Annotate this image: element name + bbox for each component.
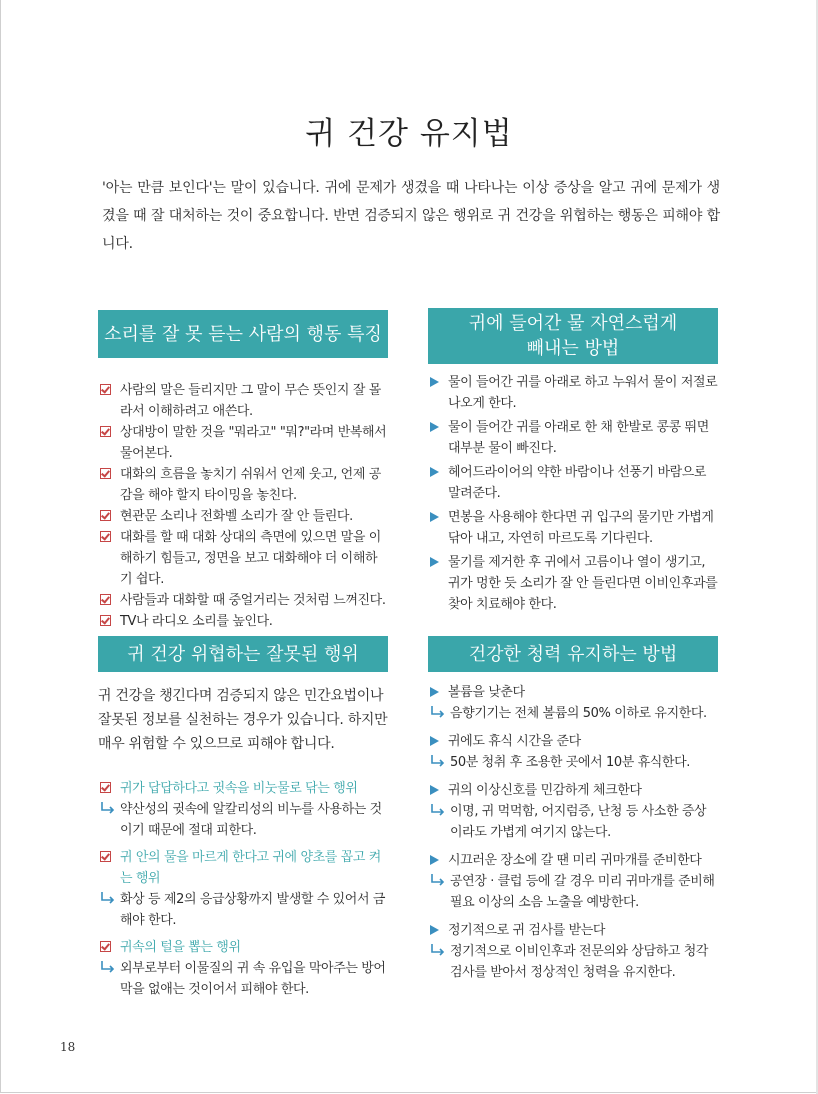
bullet-item: 면봉을 사용해야 한다면 귀 입구의 물기만 가볍게 닦아 내고, 자연히 마르도록 기다린다.	[428, 507, 718, 549]
tip-detail: 공연장 · 클럽 등에 갈 경우 미리 귀마개를 준비해 필요 이상의 소음 노출을 예방한다.	[428, 871, 718, 913]
checkbox-icon	[100, 426, 111, 437]
return-arrow-icon	[100, 801, 116, 815]
tip-item	[428, 731, 718, 773]
intro-paragraph	[102, 174, 720, 258]
harmful-item-reason: 약산성의 귓속에 알칼리성의 비누를 사용하는 것이기 때문에 절대 피한다.	[98, 799, 388, 841]
page-number: 18	[60, 1040, 76, 1054]
triangle-bullet-icon	[430, 557, 439, 567]
section-paragraph: 귀 건강을 챙긴다며 검증되지 않은 민간요법이나 잘못된 정보를 실천하는 경우가 있습니다. 하지만 매우 위험할 수 있으므로 피해야 합니다.	[98, 688, 388, 752]
triangle-bullet-icon	[430, 687, 439, 697]
return-arrow-icon	[430, 705, 446, 719]
triangle-bullet-icon	[430, 512, 439, 522]
check-list	[98, 380, 388, 632]
section-hearing-loss-signs	[98, 310, 388, 632]
check-item: 대화를 할 때 대화 상대의 측면에 있으면 말을 이해하기 힘들고, 정면을 보고 대화해야 더 이해하기 쉽다.	[98, 527, 388, 590]
triangle-bullet-icon	[430, 925, 439, 935]
return-arrow-icon	[100, 891, 116, 905]
bullet-list	[428, 372, 718, 615]
triangle-bullet-icon	[430, 422, 439, 432]
section-heading-text	[469, 311, 677, 361]
tip-item	[428, 850, 718, 913]
page-title: 귀 건강 유지법	[305, 116, 513, 152]
section-heading-text: 건강한 청력 유지하는 방법	[468, 643, 678, 665]
checkbox-icon	[100, 510, 111, 521]
checkbox-icon	[100, 468, 111, 479]
bullet-item: 물기를 제거한 후 귀에서 고름이나 열이 생기고, 귀가 멍한 듯 소리가 잘 안 들린다면 이비인후과를 찾아 치료해야 한다.	[428, 552, 718, 615]
tip-title: 시끄러운 장소에 갈 땐 미리 귀마개를 준비한다	[428, 850, 718, 871]
section-healthy-hearing	[428, 636, 718, 990]
tip-title: 귀에도 휴식 시간을 준다	[428, 731, 718, 752]
return-arrow-icon	[430, 803, 446, 817]
checkbox-icon	[100, 941, 111, 952]
checkbox-icon	[100, 851, 111, 862]
check-item: 사람들과 대화할 때 중얼거리는 것처럼 느껴진다.	[98, 590, 388, 611]
return-arrow-icon	[100, 960, 116, 974]
tip-detail: 음향기기는 전체 볼륨의 50% 이하로 유지한다.	[428, 703, 718, 724]
triangle-bullet-icon	[430, 377, 439, 387]
harmful-item	[98, 937, 388, 1000]
harmful-item-title: 귀가 답답하다고 귓속을 비눗물로 닦는 행위	[98, 778, 388, 799]
triangle-bullet-icon	[430, 785, 439, 795]
harmful-item	[98, 847, 388, 931]
harmful-list	[98, 778, 388, 1000]
harmful-item-reason: 화상 등 제2의 응급상황까지 발생할 수 있어서 금해야 한다.	[98, 889, 388, 931]
tips-list	[428, 682, 718, 983]
harmful-item-reason: 외부로부터 이물질의 귀 속 유입을 막아주는 방어막을 없애는 것이어서 피해야 한다.	[98, 958, 388, 1000]
bullet-item: 물이 들어간 귀를 아래로 한 채 한발로 콩콩 뛰면 대부분 물이 빠진다.	[428, 417, 718, 459]
checkbox-icon	[100, 615, 111, 626]
bullet-item: 물이 들어간 귀를 아래로 하고 누워서 물이 저절로 나오게 한다.	[428, 372, 718, 414]
heading-line-1: 귀에 들어간 물 자연스럽게	[468, 313, 678, 334]
section-remove-water	[428, 308, 718, 618]
section-harmful-habits	[98, 636, 388, 1006]
intro-text: '아는 만큼 보인다'는 말이 있습니다. 귀에 문제가 생겼을 때 나타나는 이상 증상을 알고 귀에 문제가 생겼을 때 잘 대처하는 것이 중요합니다. 반면 검증되지 않은 행위로 귀 건강을 위협하는 행동은 피해야 합니다.	[102, 180, 720, 252]
section-heading	[428, 636, 718, 672]
tip-title: 볼륨을 낮춘다	[428, 682, 718, 703]
check-item: 현관문 소리나 전화벨 소리가 잘 안 들린다.	[98, 506, 388, 527]
triangle-bullet-icon	[430, 467, 439, 477]
tip-item	[428, 780, 718, 843]
section-heading	[98, 310, 388, 358]
tip-detail: 정기적으로 이비인후과 전문의와 상담하고 청각검사를 받아서 정상적인 청력을 유지한다.	[428, 941, 718, 983]
check-item: 사람의 말은 들리지만 그 말이 무슨 뜻인지 잘 몰라서 이해하려고 애쓴다.	[98, 380, 388, 422]
tip-title: 귀의 이상신호를 민감하게 체크한다	[428, 780, 718, 801]
triangle-bullet-icon	[430, 736, 439, 746]
bullet-item: 헤어드라이어의 약한 바람이나 선풍기 바람으로 말려준다.	[428, 462, 718, 504]
checkbox-icon	[100, 531, 111, 542]
harmful-item-title: 귀 안의 물을 마르게 한다고 귀에 양초를 꼽고 켜는 행위	[98, 847, 388, 889]
checkbox-icon	[100, 594, 111, 605]
return-arrow-icon	[430, 943, 446, 957]
check-item: 상대방이 말한 것을 "뭐라고" "뭐?"라며 반복해서 물어본다.	[98, 422, 388, 464]
harmful-item	[98, 778, 388, 841]
checkbox-icon	[100, 782, 111, 793]
tip-detail: 이명, 귀 먹먹함, 어지럼증, 난청 등 사소한 증상이라도 가볍게 여기지 않는다.	[428, 801, 718, 843]
tip-item	[428, 682, 718, 724]
return-arrow-icon	[430, 754, 446, 768]
triangle-bullet-icon	[430, 855, 439, 865]
tip-item	[428, 920, 718, 983]
tip-title: 정기적으로 귀 검사를 받는다	[428, 920, 718, 941]
check-item: 대화의 흐름을 놓치기 쉬워서 언제 웃고, 언제 공감을 해야 할지 타이밍을 놓친다.	[98, 464, 388, 506]
section-heading-text: 귀 건강 위협하는 잘못된 행위	[127, 643, 359, 665]
heading-line-2: 빼내는 방법	[526, 338, 620, 359]
section-heading	[428, 308, 718, 364]
harmful-item-title: 귀속의 털을 뽑는 행위	[98, 937, 388, 958]
section-heading	[98, 636, 388, 672]
section-heading-text: 소리를 잘 못 듣는 사람의 행동 특징	[104, 323, 382, 345]
return-arrow-icon	[430, 873, 446, 887]
check-item: TV나 라디오 소리를 높인다.	[98, 611, 388, 632]
tip-detail: 50분 청취 후 조용한 곳에서 10분 휴식한다.	[428, 752, 718, 773]
checkbox-icon	[100, 384, 111, 395]
